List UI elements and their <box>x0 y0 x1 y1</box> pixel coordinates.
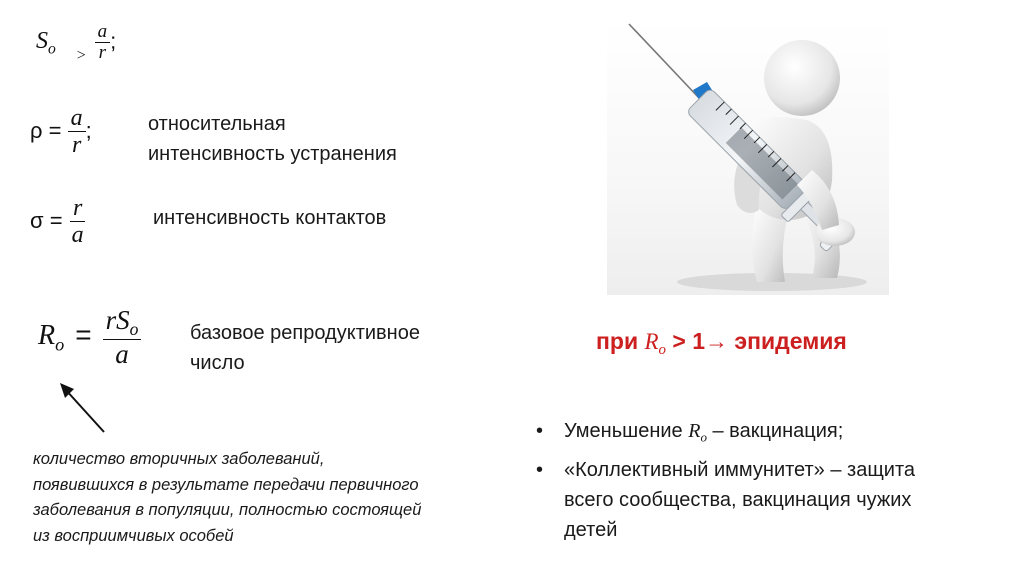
r0-equals: = <box>75 319 92 351</box>
list-item: • «Коллективный иммунитет» – защита всего сообщества, вакцинация чужих детей <box>534 455 1004 545</box>
sigma-fraction: $\frac{r}{a}$ <box>71 195 84 249</box>
measures-list <box>534 416 1004 547</box>
sigma-description: интенсивность контактов <box>153 207 387 229</box>
formula-r0 <box>38 306 141 369</box>
epidemic-threshold-text: при $R_o > 1\to$ эпидемия <box>596 328 847 359</box>
syringe-figure-image <box>607 20 889 295</box>
formula-s0: $S_o$ $_>$ $\frac{a}{r}$ ; <box>36 21 117 65</box>
s0-symbol: $S_o$ <box>36 28 56 58</box>
bullet-icon: • <box>536 458 544 481</box>
pointer-arrow <box>52 378 116 440</box>
syringe-figure-illustration <box>607 20 889 295</box>
rho-lhs: ρ = <box>30 118 62 144</box>
formula-rho: ρ = $\frac{a}{r}$ ; <box>30 105 92 159</box>
list-item: • Уменьшение $R_o$ – вакцинация; <box>534 416 1004 453</box>
r0-fraction: $\frac{rS_o}{a}$ <box>103 306 142 369</box>
rho-description: относительная интенсивность устранения <box>148 113 397 165</box>
sigma-lhs: σ = <box>30 208 63 234</box>
formula-sigma <box>30 196 87 249</box>
s0-relation: > <box>75 47 87 65</box>
r0-definition-note: количество вторичных заболеваний, появившихся в результате передачи первичного заболевания в популяции, полностью состоящей из восприимчивых особей <box>33 450 422 545</box>
s0-fraction: $\frac{a}{r}$ <box>95 22 111 64</box>
r0-symbol: $R_o$ <box>38 320 65 355</box>
bullet-icon: • <box>536 420 544 442</box>
rho-fraction: $\frac{a}{r}$ <box>68 106 86 159</box>
r0-description: базовое репродуктивное число <box>190 322 420 374</box>
